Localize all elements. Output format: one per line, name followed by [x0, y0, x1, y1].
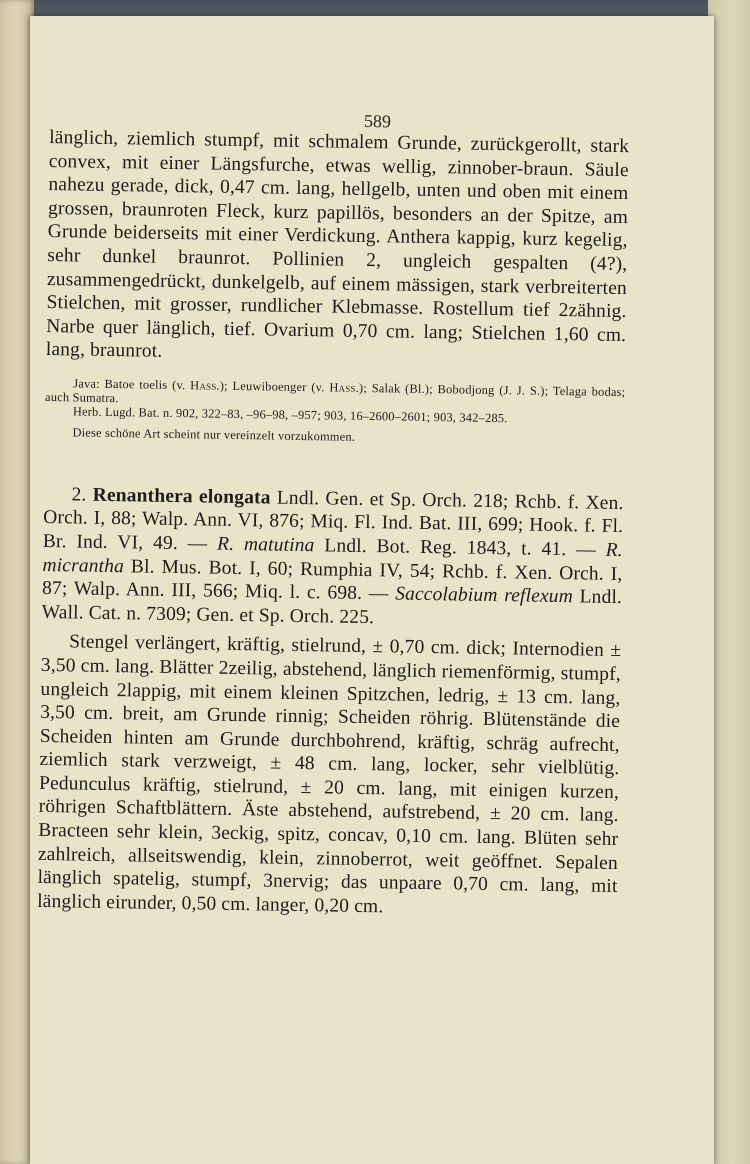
- species-refs-2: Lndl. Bot. Reg. 1843, t. 41. —: [314, 535, 606, 561]
- page-stack-edge: [708, 0, 750, 1164]
- species-number: 2.: [71, 484, 93, 506]
- page-content: [37, 86, 630, 922]
- species-refs-1: Lndl. Gen. et Sp. Orch. 218; Rchb. f. Xen. Orch. I, 88; Walp. Ann. VI, 876; Miq. Fl. Ind. Bat. III, 699; Hook. f. Fl. Br. Ind. VI, 49. —: [42, 487, 624, 555]
- page-sheet: [30, 16, 714, 1164]
- species-heading-paragraph: [42, 483, 624, 634]
- species-refs-3: Bl. Mus. Bot. I, 60; Rumphia IV, 54; Rchb. f. Xen. Orch. I, 87; Walp. Ann. III, 566; Miq. l. c. 698. —: [41, 555, 623, 605]
- localities-java-post: ); Salak (Bl.); Bobodjong (J. J. S.); Telaga bodas; auch Sumatra.: [45, 380, 626, 406]
- book-binding-edge: [0, 0, 34, 1164]
- page-number: 589: [363, 110, 392, 132]
- localities-java-mid: ); Leuwiboenger (v.: [219, 378, 330, 395]
- synonym-saccolabium: Saccolabium reflexum: [394, 583, 574, 608]
- collector-hass-1: Hass.: [190, 378, 220, 393]
- species-refs-4: Lndl. Wall. Cat. n. 7309; Gen. et Sp. Orch. 225.: [41, 586, 623, 628]
- species-name: Renanthera elongata: [92, 484, 271, 509]
- herbarium-paragraph: Herb. Lugd. Bat. n. 902, 322–83, –96–98, –957; 903, 16–2600–2601; 903, 342–285.: [72, 404, 508, 426]
- description-paragraph: länglich, ziemlich stumpf, mit schmalem Grunde, zurückgerollt, stark convex, mit einer Längsfurche, etwas wellig, zinnober-braun. Säule nahezu gerade, dick, 0,47 cm. lang, hellgelb, unten und oben mit einem grossen, braunroten Fleck, kurz papillös, besonders an der Spitze, am Grunde beiderseits mit einer Verdickung. Anthera kappig, kurz kegelig, sehr dunkel braunrot. Pollinien 2, ungleich gespalten (4?), zusammengedrückt, dunkelgelb, auf einem mässigen, stark verbreiterten Stielchen, mit grosser, rundlicher Klebmasse. Rostellum tief 2zähnig. Narbe quer länglich, tief. Ovarium 0,70 cm. lang; Stielchen 1,60 cm. lang, braunrot.: [45, 126, 630, 363]
- localities-java-pre: Java: Batoe toelis (v.: [73, 376, 191, 393]
- synonym-matutina: R. matutina: [216, 533, 315, 557]
- synonym-micrantha: R. micrantha: [42, 539, 623, 577]
- collector-hass-2: Hass.: [329, 380, 360, 395]
- occurrence-note: Diese schöne Art scheint nur vereinzelt vorzukommen.: [72, 424, 356, 444]
- species-description-paragraph: Stengel verlängert, kräftig, stielrund, ± 0,70 cm. dick; Internodien ± 3,50 cm. lang. Blätter 2zeilig, abstehend, länglich riemenförmig, stumpf, ungleich 2lappig, mit einem kleinen Spitzchen, ledrig, ± 13 cm. lang, 3,50 cm. breit, am Grunde rinnig; Scheiden röhrig. Blütenstände die Scheiden hinten am Grunde durchbohrend, kräftig, schräg aufrecht, ziemlich stark verzweigt, ± 48 cm. lang, locker, sehr vielblütig. Pedunculus kräftig, stielrund, ± 20 cm. lang, mit einigen kurzen, röhrigen Schaftblättern. Äste abstehend, aufstrebend, ± 20 cm. lang. Bracteen sehr klein, 3eckig, spitz, concav, 0,10 cm. lang. Blüten sehr zahlreich, allseitswendig, klein, zinnoberrot, weit geöffnet. Sepalen länglich spatelig, stumpf, 3nervig; das unpaare 0,70 cm. lang, mit länglich eirunder, 0,50 cm. langer, 0,20 cm.: [37, 631, 622, 918]
